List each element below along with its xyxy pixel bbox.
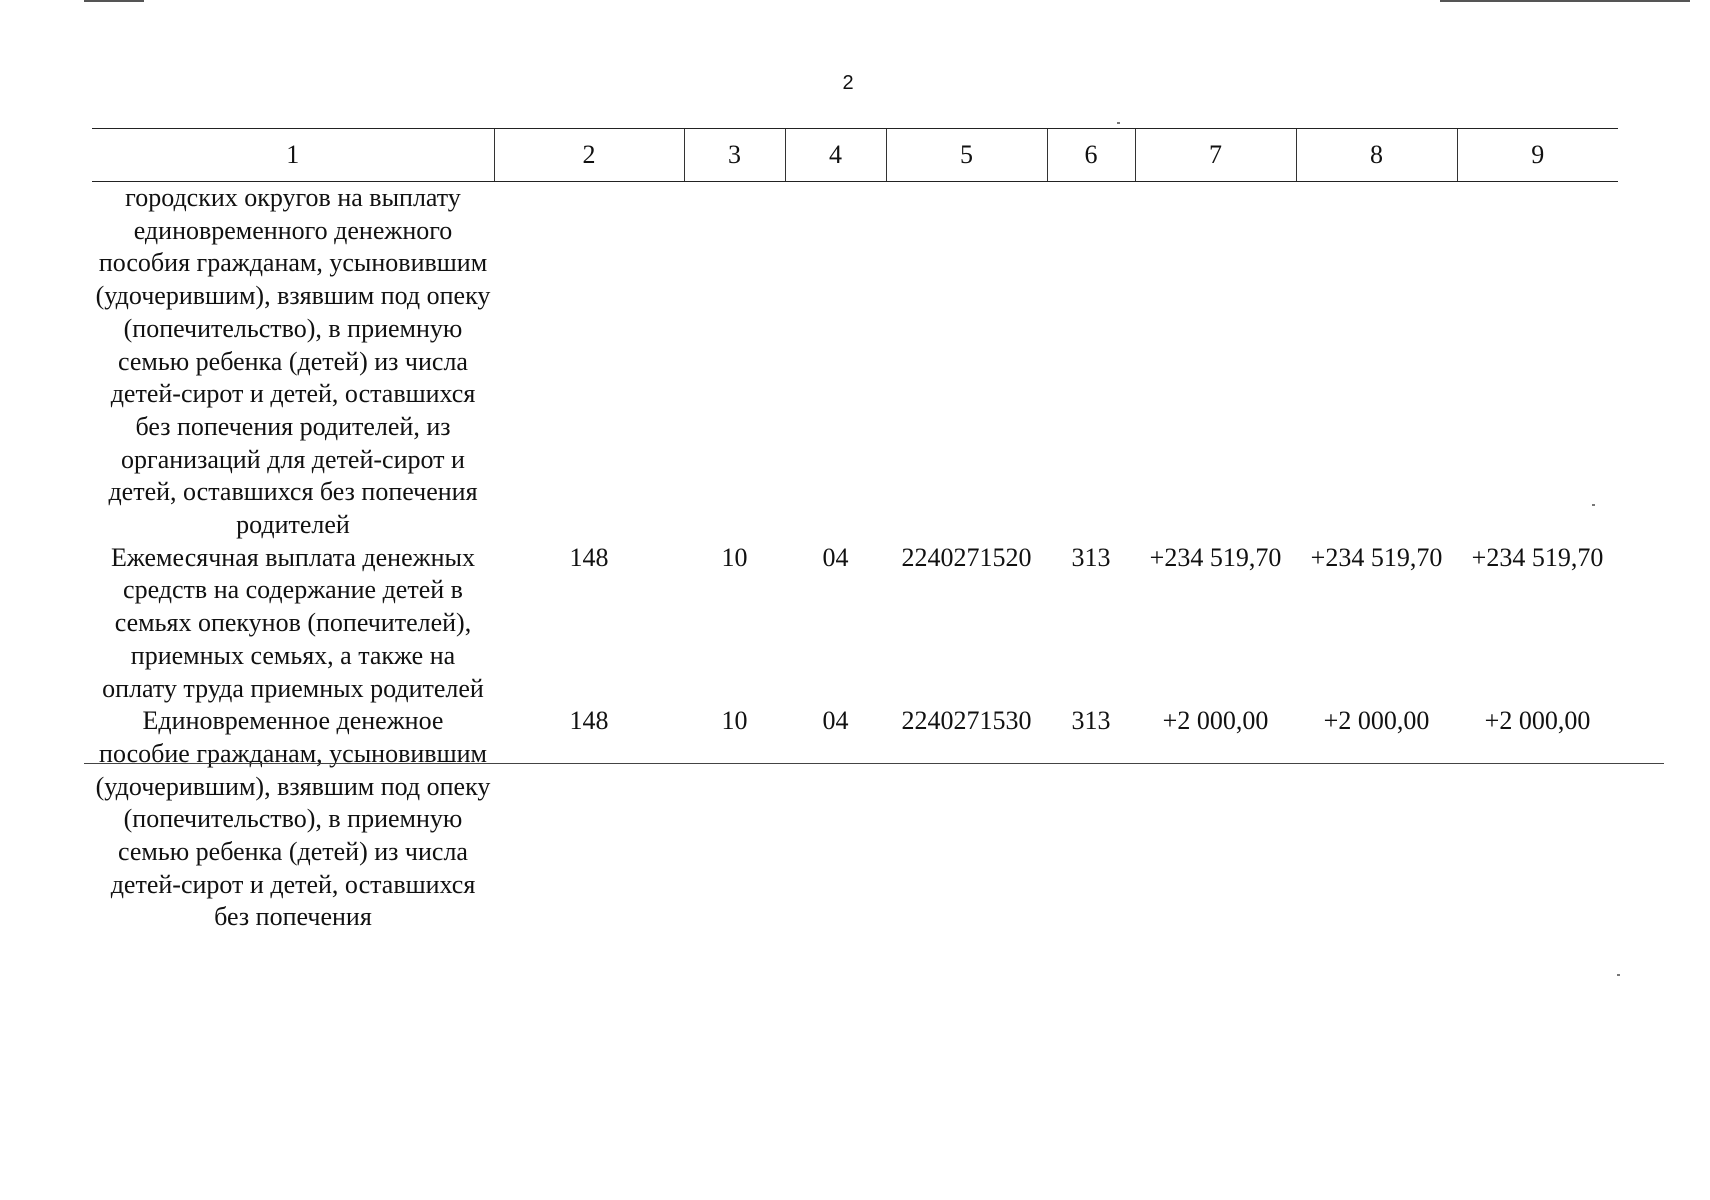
section-code-cell: 10 — [721, 706, 748, 736]
row-name-cell: Единовременное денежное пособие гражданам, усыновившим (удочерившим), взявшим под опеку (попечительство), в приемную семью ребенка (детей) из числа детей-сирот и детей, оставшихся без попечения — [95, 706, 491, 932]
column-header: 6 — [1047, 129, 1135, 182]
ministry-code-cell: 148 — [569, 542, 609, 572]
column-header: 1 — [92, 129, 494, 182]
table-header-row — [92, 129, 1618, 182]
scan-speck — [1592, 504, 1595, 506]
expense-type-cell: 313 — [1071, 706, 1111, 736]
amount-cell — [1457, 182, 1618, 542]
column-header: 3 — [684, 129, 785, 182]
target-code-cell: 2240271520 — [901, 542, 1032, 572]
column-header: 4 — [785, 129, 886, 182]
scan-edge-mark-left — [84, 0, 144, 2]
ministry-code-cell: 148 — [569, 706, 609, 736]
amount-cell: +234 519,70 — [1149, 542, 1282, 572]
subsection-code-cell — [785, 182, 886, 542]
amount-cell — [1296, 182, 1457, 542]
target-code-cell — [886, 182, 1047, 542]
section-code-cell — [684, 182, 785, 542]
amount-cell: +234 519,70 — [1310, 542, 1443, 572]
expense-type-cell — [1047, 182, 1135, 542]
amount-cell — [1135, 182, 1296, 542]
table-row — [92, 542, 1618, 706]
subsection-code-cell: 04 — [822, 542, 849, 572]
budget-table — [92, 128, 1618, 934]
column-header: 8 — [1296, 129, 1457, 182]
amount-cell: +2 000,00 — [1484, 706, 1591, 736]
column-header: 2 — [494, 129, 684, 182]
scan-fold-line — [84, 763, 1664, 764]
scan-speck — [1617, 974, 1620, 976]
amount-cell: +2 000,00 — [1162, 706, 1269, 736]
ministry-code-cell — [494, 182, 684, 542]
scan-edge-mark-right — [1440, 0, 1690, 2]
table-row — [92, 705, 1618, 934]
subsection-code-cell: 04 — [822, 706, 849, 736]
row-name-cell: городских округов на выплату единовременного денежного пособия гражданам, усыновившим (удочерившим), взявшим под опеку (попечительство), в приемную семью ребенка (детей) из числа детей-сирот и детей, оставшихся без попечения родителей, из организаций для детей-сирот и детей, оставшихся без попечения родителей — [95, 183, 491, 540]
scan-speck — [1117, 122, 1120, 124]
table-row — [92, 182, 1618, 542]
section-code-cell: 10 — [721, 542, 748, 572]
column-header: 7 — [1135, 129, 1296, 182]
amount-cell: +234 519,70 — [1471, 542, 1604, 572]
expense-type-cell: 313 — [1071, 542, 1111, 572]
page-number: 2 — [842, 72, 854, 94]
row-name-cell: Ежемесячная выплата денежных средств на содержание детей в семьях опекунов (попечителей), приемных семьях, а также на оплату труда приемных родителей — [102, 542, 484, 703]
target-code-cell: 2240271530 — [901, 706, 1032, 736]
column-header: 9 — [1457, 129, 1618, 182]
column-header: 5 — [886, 129, 1047, 182]
amount-cell: +2 000,00 — [1323, 706, 1430, 736]
